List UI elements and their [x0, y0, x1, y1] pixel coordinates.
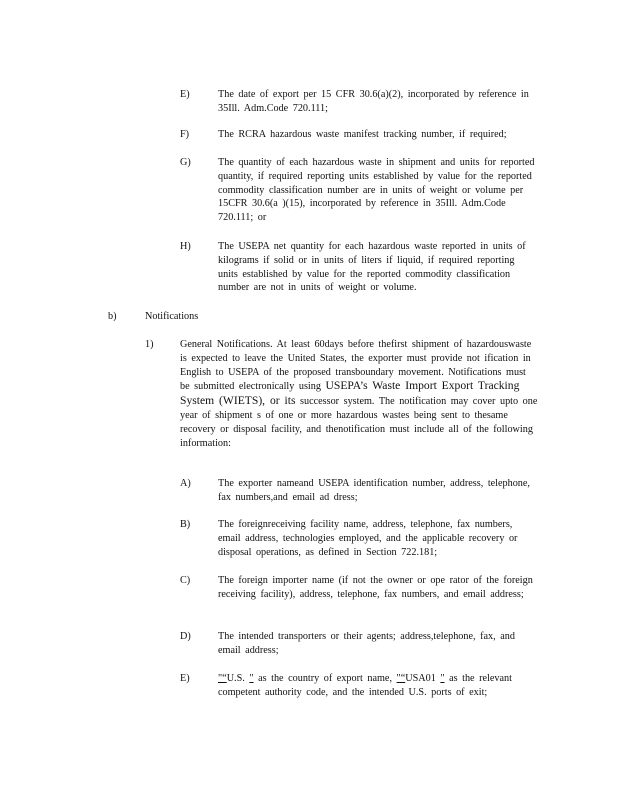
- item-label-f-manifest: F): [180, 129, 190, 140]
- quote-mark-code-close: ": [440, 673, 445, 684]
- country-text-mid1: as the country of export name,: [258, 673, 392, 684]
- item-text-b-receiving-facility: The foreignreceiving facility name, address, telephone, fax numbers, email address, technologies employed, and the applicable recovery or disposal operations, as defined in Section 722.181;: [218, 519, 518, 558]
- section-label-b: b): [108, 311, 117, 322]
- item-label-h-net-quantity: H): [180, 241, 191, 252]
- section-heading-notifications: Notifications: [145, 311, 199, 322]
- general-notifications-text-part2: successor system. The notification may cover upto one year of shipment s of one or more hazardous wastes being sent to thesame recovery or disposal facility, and thenotification must include all of the following information:: [180, 396, 538, 449]
- us-name: U.S.: [226, 673, 245, 684]
- item-text-g-quantity: The quantity of each hazardous waste in shipment and units for reported quantity, if required reporting units established by value for the reported commodity classification number are in units of weight or volume per 15CFR 30.6(a )(15), incorporated by reference in 35Ill. Adm.Code 720.111; or: [218, 157, 535, 224]
- item-label-b-receiving-facility: B): [180, 519, 191, 530]
- quote-mark-code-open: "“: [396, 673, 406, 684]
- item-text-d-transporters: The intended transporters or their agents; address,telephone, fax, and email address;: [218, 631, 515, 656]
- item-text-a-exporter: The exporter nameand USEPA identification number, address, telephone, fax numbers,and email ad dress;: [218, 478, 530, 503]
- item-label-c-importer: C): [180, 575, 191, 586]
- wiets-system-name: USEPA’s Waste Import Export Tracking System (WIETS), or its: [180, 379, 520, 408]
- paragraph-label-1: 1): [145, 339, 154, 350]
- item-text-h-net-quantity: The USEPA net quantity for each hazardous waste reported in units of kilograms if solid or in units of liters if liquid, if required reporting units established by value for the reported commodity classification number are not in units of weight or volume.: [218, 241, 526, 294]
- item-text-e-country: [218, 672, 536, 700]
- item-text-c-importer: The foreign importer name (if not the owner or ope rator of the foreign receiving facility), address, telephone, fax numbers, and email address;: [218, 575, 533, 600]
- country-text-end: as the relevant competent authority code, and the intended U.S. ports of exit;: [218, 673, 512, 698]
- paragraph-general-notifications: [180, 338, 540, 450]
- quote-mark-us-close: ": [249, 673, 254, 684]
- item-text-f-manifest: The RCRA hazardous waste manifest tracking number, if required;: [218, 129, 507, 140]
- authority-code: USA01: [405, 673, 436, 684]
- item-label-g-quantity: G): [180, 157, 191, 168]
- item-text-e-date: The date of export per 15 CFR 30.6(a)(2), incorporated by reference in 35Ill. Adm.Code 720.111;: [218, 89, 529, 114]
- item-label-d-transporters: D): [180, 631, 191, 642]
- item-label-a-exporter: A): [180, 478, 191, 489]
- item-label-e-date: E): [180, 89, 190, 100]
- quote-mark-us-open: "“: [218, 673, 227, 684]
- general-notifications-text-part1: General Notifications. At least 60days before thefirst shipment of hazardouswaste is expected to leave the United States, the exporter must provide not ification in English to USEPA of the proposed transboundary movement. Notifications must be submitted electronically using: [180, 339, 532, 393]
- item-label-e-country: E): [180, 673, 190, 684]
